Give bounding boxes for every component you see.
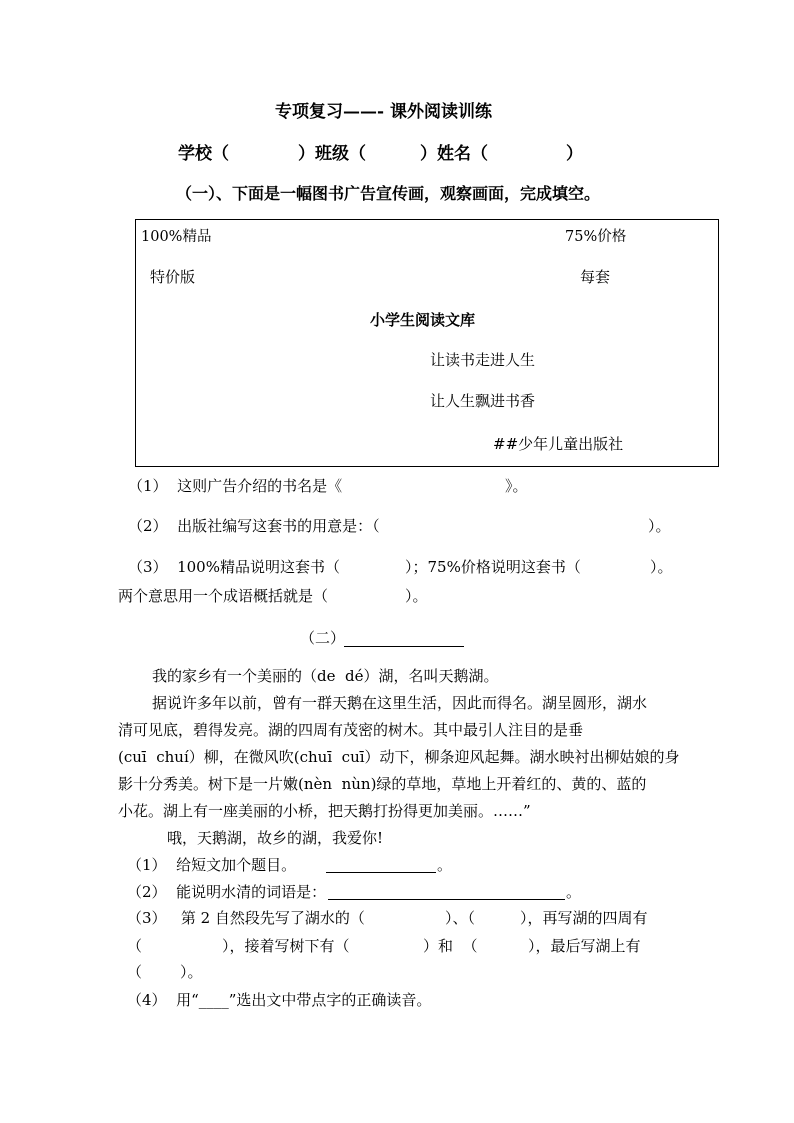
section2-heading: （二） [300, 629, 346, 647]
passage-p2-line-4: 影十分秀美。树下是一片嫩(nèn nùn)绿的草地，草地上开着红的、黄的、蓝的 [118, 775, 647, 793]
s1-question-1-end: 》。 [505, 477, 528, 495]
s1-question-3: （3） 100%精品说明这套书（ [128, 558, 340, 576]
section1-heading: （一）、下面是一幅图书广告宣传画，观察画面，完成填空。 [176, 184, 601, 203]
section2-title-blank [344, 646, 464, 647]
passage-paragraph-1: 我的家乡有一个美丽的（de dé）湖，名叫天鹅湖。 [152, 667, 499, 685]
s2-question-4: （4） 用“____”选出文中带点字的正确读音。 [127, 991, 432, 1009]
ad-per-set: 每套 [580, 268, 611, 286]
s2-question-3-line-1b: ）、（ [445, 909, 476, 927]
s2-question-1: （1） 给短文加个题目。 [127, 856, 297, 874]
name-close: ） [566, 144, 583, 164]
s2-question-3-line-2d: ），最后写湖上有 [528, 937, 641, 955]
s2-question-2-end: 。 [566, 883, 582, 901]
s1-question-2: （2） 出版社编写这套书的用意是：（ [128, 517, 380, 535]
class-label: ）班级（ [298, 144, 366, 164]
s2-question-1-blank [326, 872, 436, 873]
passage-paragraph-3: 哦，天鹅湖，故乡的湖，我爱你! [167, 829, 384, 847]
s2-question-3-line-3b: ）。 [180, 963, 203, 981]
ad-special-edition: 特价版 [150, 268, 196, 286]
s1-question-1: （1） 这则广告介绍的书名是《 [128, 477, 343, 495]
ad-book-name: 小学生阅读文库 [370, 311, 476, 329]
passage-p2-line-3: (cuī chuí）柳，在微风吹(chuī cuī）动下，柳条迎风起舞。湖水映衬出柳姑娘的身 [118, 748, 680, 766]
s2-question-1-end: 。 [437, 856, 453, 874]
page-title: 专项复习——- 课外阅读训练 [275, 102, 492, 122]
ad-publisher: ##少年儿童出版社 [493, 435, 624, 453]
ad-poster-box [135, 219, 719, 467]
school-label: 学校（ [178, 144, 229, 164]
s2-question-3-line-2b: ），接着写树下有（ [222, 937, 350, 955]
passage-p2-line-2: 清可见底，碧得发亮。湖的四周有茂密的树木。其中最引人注目的是垂 [118, 721, 584, 739]
s1-question-3-end: ）。 [650, 558, 673, 576]
ad-slogan-2: 让人生飘进书香 [430, 392, 536, 410]
s2-question-3-line-1a: （3） 第 2 自然段先写了湖水的（ [127, 909, 365, 927]
ad-top-right: 75%价格 [565, 229, 627, 245]
name-label: ）姓名（ [420, 144, 488, 164]
passage-p2-line-1: 据说许多年以前，曾有一群天鹅在这里生活，因此而得名。湖呈圆形，湖水 [152, 694, 648, 712]
s2-question-3-line-2a: （ [127, 937, 143, 955]
s2-question-3-line-1c: ），再写湖的四周有 [520, 909, 648, 927]
s2-question-3-line-2c: ）和 （ [423, 937, 478, 955]
s1-question-3-mid: ）；75%价格说明这套书（ [405, 558, 581, 576]
passage-p2-line-5: 小花。湖上有一座美丽的小桥，把天鹅打扮得更加美丽。……” [118, 802, 531, 820]
s1-question-2-end: ）。 [648, 517, 671, 535]
s1-question-3-idiom: 两个意思用一个成语概括就是（ [118, 587, 329, 605]
ad-slogan-1: 让读书走进人生 [430, 351, 536, 369]
ad-top-left: 100%精品 [141, 229, 212, 245]
s1-question-3-idiom-end: ）。 [405, 587, 428, 605]
s2-question-2-blank [328, 899, 565, 900]
s2-question-2: （2） 能说明水清的词语是： [127, 883, 327, 901]
s2-question-3-line-3a: （ [127, 963, 143, 981]
